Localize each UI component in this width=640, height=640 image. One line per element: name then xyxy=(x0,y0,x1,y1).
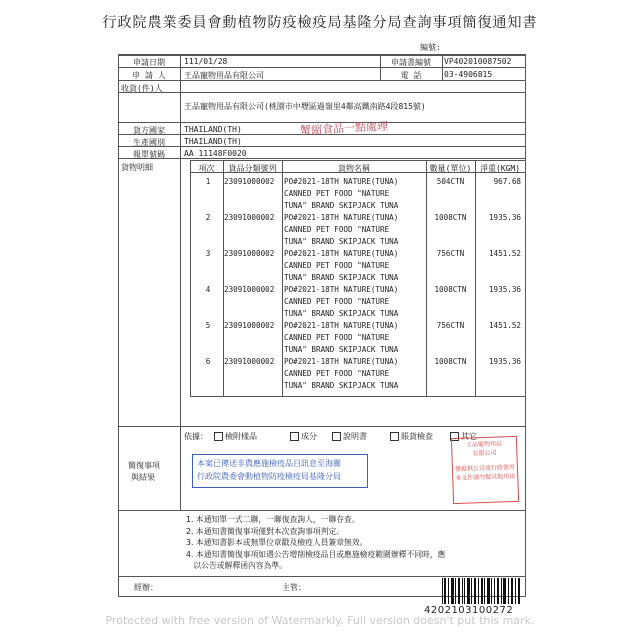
row-weight: 1451.52 xyxy=(488,249,521,258)
phone-value: 03-4906815 xyxy=(444,70,493,79)
row-no: 3 xyxy=(205,249,211,258)
row-name: PO#2021-18TH NATURE(TUNA) CANNED PET FOOD "NATURE TUNA" BRAND SKIPJACK TUNA xyxy=(284,249,399,282)
phone-label: 電 話 xyxy=(400,71,422,80)
applicant-value: 王品寵物用品有限公司 xyxy=(184,71,264,80)
note-item: 以公告或解釋函內容為準。 xyxy=(186,561,287,571)
apply-no-label: 申請書編號 xyxy=(391,58,431,67)
quarantine-stamp xyxy=(192,454,368,488)
row-code: 23091000002 xyxy=(224,213,275,222)
row-name: PO#2021-18TH NATURE(TUNA) CANNED PET FOOD "NATURE TUNA" BRAND SKIPJACK TUNA xyxy=(284,357,399,390)
report-no-value: AA 11148F0020 xyxy=(184,149,247,158)
row-name: PO#2021-18TH NATURE(TUNA) CANNED PET FOOD "NATURE TUNA" BRAND SKIPJACK TUNA xyxy=(284,177,399,210)
row-qty: 1008CTN xyxy=(434,213,467,222)
note-item: 2. 本通知書簡復事項僅對本次查詢事項判定。 xyxy=(186,526,345,536)
row-name: PO#2021-18TH NATURE(TUNA) CANNED PET FOOD "NATURE TUNA" BRAND SKIPJACK TUNA xyxy=(284,213,399,246)
document-title: 行政院農業委員會動植物防疫檢疫局基隆分局查詢事項簡復通知書 xyxy=(102,15,538,31)
receiver-value: 王品寵物用品有限公司(桃園市中壢區過嶺里4鄰高鐵南路4段815號) xyxy=(184,102,426,111)
watermark-text: Protected with free version of Watermarkly. Full version doesn't put this mark. xyxy=(105,614,535,627)
stamp-line-1: 本案已傳送非農應施檢疫品目訊息至海關 xyxy=(197,459,341,468)
supervisor-label: 主管： xyxy=(282,583,306,592)
reply-label-2: 與結果 xyxy=(131,473,155,482)
production-country-value: THAILAND(TH) xyxy=(184,137,242,146)
row-code: 23091000002 xyxy=(224,321,275,330)
row-no: 1 xyxy=(205,177,211,186)
stamp-line-2: 行政院農委會動植物防疫檢疫局基隆分局 xyxy=(197,472,341,481)
row-weight: 1935.36 xyxy=(488,213,521,222)
row-qty: 1008CTN xyxy=(434,285,467,294)
receiver-label: 收貨(件)人 xyxy=(121,84,163,93)
barcode xyxy=(440,578,524,604)
seal-line-1: 僅提供公司或行政使用 xyxy=(454,463,516,474)
row-name: PO#2021-18TH NATURE(TUNA) CANNED PET FOOD "NATURE TUNA" BRAND SKIPJACK TUNA xyxy=(284,285,399,318)
serial-label: 編號: xyxy=(420,43,441,52)
handler-label: 經辦： xyxy=(134,583,158,592)
applicant-label: 申 請 人 xyxy=(132,71,166,80)
checkbox xyxy=(332,432,341,441)
row-no: 4 xyxy=(205,285,211,294)
apply-date-value: 111/01/28 xyxy=(184,57,228,66)
apply-date-label: 申請日期 xyxy=(133,58,165,67)
row-name: PO#2021-18TH NATURE(TUNA) CANNED PET FOOD "NATURE TUNA" BRAND SKIPJACK TUNA xyxy=(284,321,399,354)
row-no: 2 xyxy=(205,213,211,222)
checkbox xyxy=(290,432,299,441)
row-qty: 756CTN xyxy=(436,321,465,330)
barcode-icon xyxy=(440,578,524,604)
row-weight: 967.68 xyxy=(493,177,521,186)
row-code: 23091000002 xyxy=(224,357,275,366)
option-sample: 檢附樣品 xyxy=(214,431,257,442)
option-inspection: 賬貨檢查 xyxy=(390,431,433,442)
basis-label: 依據： xyxy=(184,432,208,441)
col-header-qty: 數量(單位) xyxy=(429,164,472,173)
checkbox xyxy=(214,432,223,441)
note-item: 4. 本通知書簡復事項如遇公告增削檢疫品目或應施檢疫範圍辦釋不同時，應 xyxy=(186,549,446,559)
row-weight: 1935.36 xyxy=(488,357,521,366)
checkbox xyxy=(390,432,399,441)
col-header-weight: 淨重(KGM) xyxy=(479,164,521,173)
row-weight: 1451.52 xyxy=(488,321,521,330)
seal-subtitle: 有限公司 xyxy=(472,449,497,458)
seal-title: 王品寵物用品 xyxy=(465,440,503,449)
notes-list xyxy=(186,514,445,572)
row-code: 23091000002 xyxy=(224,285,275,294)
cargo-label: 貨物明細 xyxy=(121,163,153,172)
origin-country-label: 貨方國家 xyxy=(133,126,165,135)
barcode-number: 4202103100272 xyxy=(424,605,514,616)
seal-line-2: 本文件請勿做其他用途 xyxy=(455,472,516,483)
row-weight: 1935.36 xyxy=(488,285,521,294)
row-code: 23091000002 xyxy=(224,177,275,186)
option-ingredient: 成分 xyxy=(290,431,317,442)
handwritten-note: 蟹縮食品一點處理 xyxy=(299,119,389,138)
note-item: 1. 本通知單一式二聯，一聯復查詢人，一聯存查。 xyxy=(186,515,360,524)
option-manual: 說明書 xyxy=(332,431,367,442)
row-code: 23091000002 xyxy=(224,249,275,258)
reply-label-1: 簡復事項 xyxy=(128,461,160,470)
apply-no-value: VP402010087502 xyxy=(444,57,512,66)
row-qty: 1008CTN xyxy=(434,357,467,366)
option-other: 其它 xyxy=(450,431,477,442)
col-header-name: 貨物名稱 xyxy=(338,164,370,173)
report-no-label: 報單號碼 xyxy=(133,150,165,159)
col-header-code: 貨品分類號列 xyxy=(228,164,277,173)
row-qty: 756CTN xyxy=(436,249,465,258)
row-no: 6 xyxy=(205,357,211,366)
company-seal xyxy=(451,436,519,504)
row-qty: 504CTN xyxy=(436,177,465,186)
production-country-label: 生產國別 xyxy=(133,138,165,147)
note-item: 3. 本通知書影本或無單位章戳及檢疫人員簽章無效。 xyxy=(186,538,368,548)
col-header-no: 項次 xyxy=(198,164,215,173)
row-no: 5 xyxy=(205,321,211,330)
origin-country-value: THAILAND(TH) xyxy=(184,125,242,134)
